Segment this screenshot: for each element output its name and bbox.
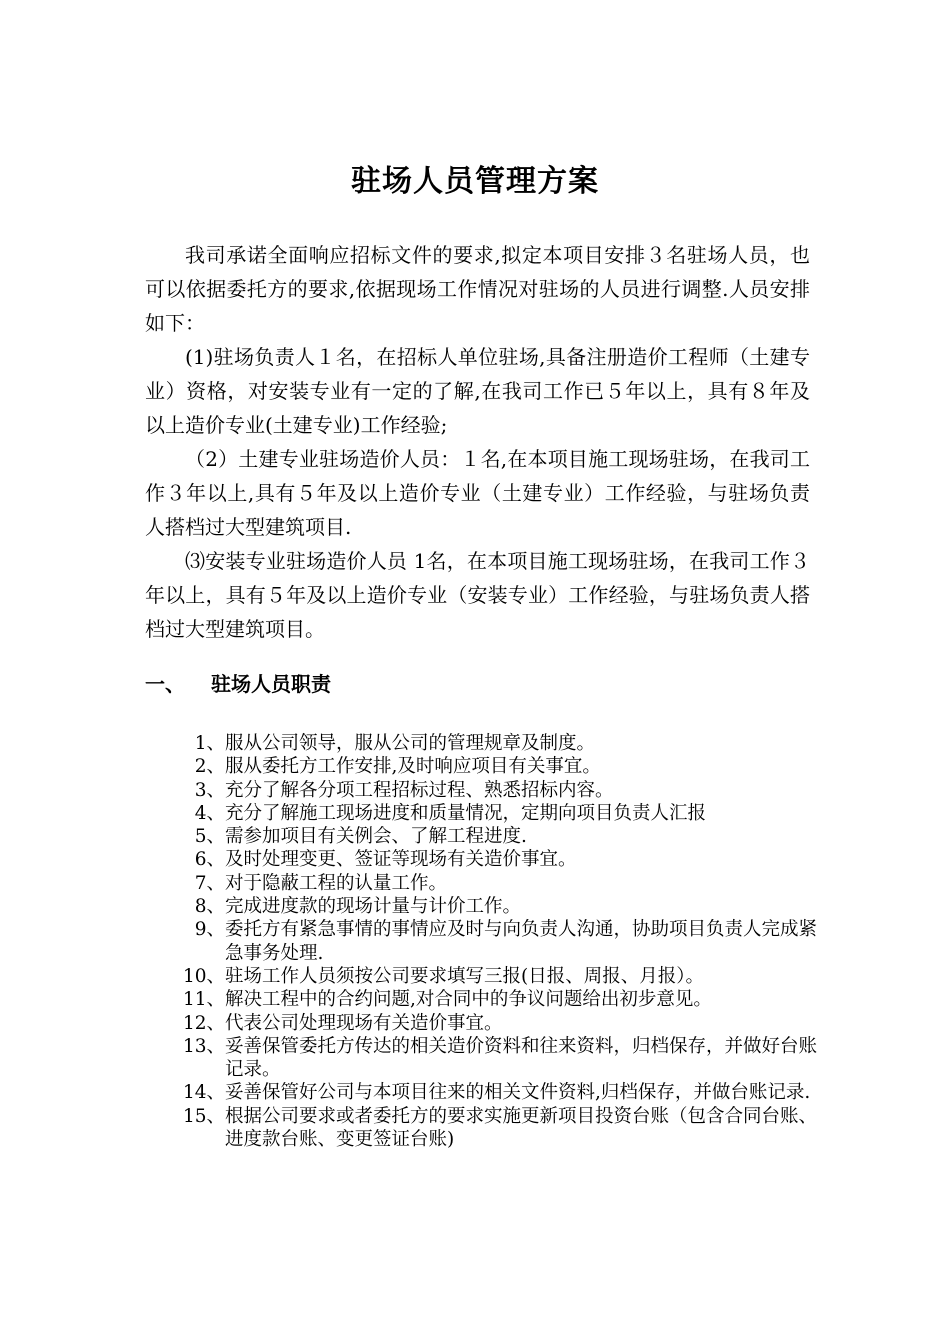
intro-paragraph: 我司承诺全面响应招标文件的要求,拟定本项目安排３名驻场人员，也可以依据委托方的要求,依据现场工作情况对驻场的人员进行调整.人员安排如下： — [145, 243, 810, 335]
list-item — [145, 1012, 835, 1035]
list-item-number: 9、 — [194, 919, 225, 941]
list-item-number: 4、 — [194, 802, 225, 824]
staff-item-2: （2）土建专业驻场造价人员：１名,在本项目施工现场驻场，在我司工作３年以上,具有５年及以上造价专业（土建专业）工作经验，与驻场负责人搭档过大型建筑项目. — [145, 447, 810, 539]
list-item — [145, 1081, 835, 1104]
section-title: 驻场人员职责 — [211, 672, 331, 696]
list-item — [145, 988, 835, 1011]
list-item-text: 妥善保管委托方传达的相关造价资料和往来资料，归档保存，并做好台账记录。 — [225, 1035, 818, 1081]
intro-section — [145, 238, 810, 646]
list-item-text: 妥善保管好公司与本项目往来的相关文件资料,归档保存，并做台账记录. — [225, 1082, 811, 1104]
staff-item-1: (1)驻场负责人１名，在招标人单位驻场,具备注册造价工程师（土建专业）资格，对安装专业有一定的了解,在我司工作已５年以上，具有８年及以上造价专业(土建专业)工作经验; — [145, 345, 810, 437]
list-item-number: 14、 — [182, 1082, 225, 1104]
list-item — [145, 965, 835, 988]
list-item-text: 充分了解各分项工程招标过程、熟悉招标内容。 — [225, 779, 614, 801]
list-item — [145, 895, 835, 918]
list-item-text: 代表公司处理现场有关造价事宜。 — [225, 1012, 503, 1034]
list-item — [145, 732, 835, 755]
list-item — [145, 802, 835, 825]
list-item-text: 充分了解施工现场进度和质量情况，定期向项目负责人汇报 — [225, 802, 707, 824]
list-item-text: 服从委托方工作安排,及时响应项目有关事宜。 — [225, 756, 601, 778]
list-item-text: 需参加项目有关例会、了解工程进度. — [225, 826, 527, 848]
list-item-number: 13、 — [182, 1035, 225, 1057]
list-item-number: 5、 — [194, 826, 225, 848]
list-item-number: 6、 — [194, 849, 225, 871]
section-heading — [145, 668, 331, 697]
list-item-number: 12、 — [182, 1012, 225, 1034]
list-item-number: 15、 — [182, 1105, 225, 1127]
list-item-number: 2、 — [194, 756, 225, 778]
list-item — [145, 1105, 835, 1152]
list-item — [145, 825, 835, 848]
list-item-text: 根据公司要求或者委托方的要求实施更新项目投资台账（包含合同台账、进度款台账、变更签证台账) — [225, 1105, 818, 1151]
list-item-number: 11、 — [182, 989, 225, 1011]
list-item-text: 解决工程中的合约问题,对合同中的争议问题给出初步意见。 — [225, 989, 712, 1011]
list-item-text: 委托方有紧急事情的事情应及时与向负责人沟通，协助项目负责人完成紧急事务处理. — [225, 919, 818, 964]
section-number: 一、 — [145, 672, 185, 696]
list-item-number: 8、 — [194, 896, 225, 918]
list-item — [145, 848, 835, 871]
list-item-text: 完成进度款的现场计量与计价工作。 — [225, 896, 522, 918]
list-item-number: 10、 — [182, 965, 225, 987]
list-item — [145, 872, 835, 895]
list-item-number: 1、 — [194, 733, 225, 754]
duties-list — [145, 732, 835, 1151]
list-item-text: 及时处理变更、签证等现场有关造价事宜。 — [225, 849, 577, 871]
list-item-number: 7、 — [194, 872, 225, 894]
list-item — [145, 755, 835, 778]
list-item-number: 3、 — [194, 779, 225, 801]
staff-item-3: ⑶安装专业驻场造价人员 1名，在本项目施工现场驻场，在我司工作３年以上，具有５年及以上造价专业（安装专业）工作经验，与驻场负责人搭档过大型建筑项目。 — [145, 549, 810, 641]
document-title: 驻场人员管理方案 — [351, 164, 599, 199]
list-item — [145, 779, 835, 802]
list-item — [145, 1035, 835, 1082]
list-item-text: 驻场工作人员须按公司要求填写三报(日报、周报、月报）。 — [225, 965, 704, 987]
list-item-text: 对于隐蔽工程的认量工作。 — [225, 872, 448, 894]
list-item — [145, 918, 835, 965]
list-item-text: 服从公司领导，服从公司的管理规章及制度。 — [225, 733, 596, 754]
